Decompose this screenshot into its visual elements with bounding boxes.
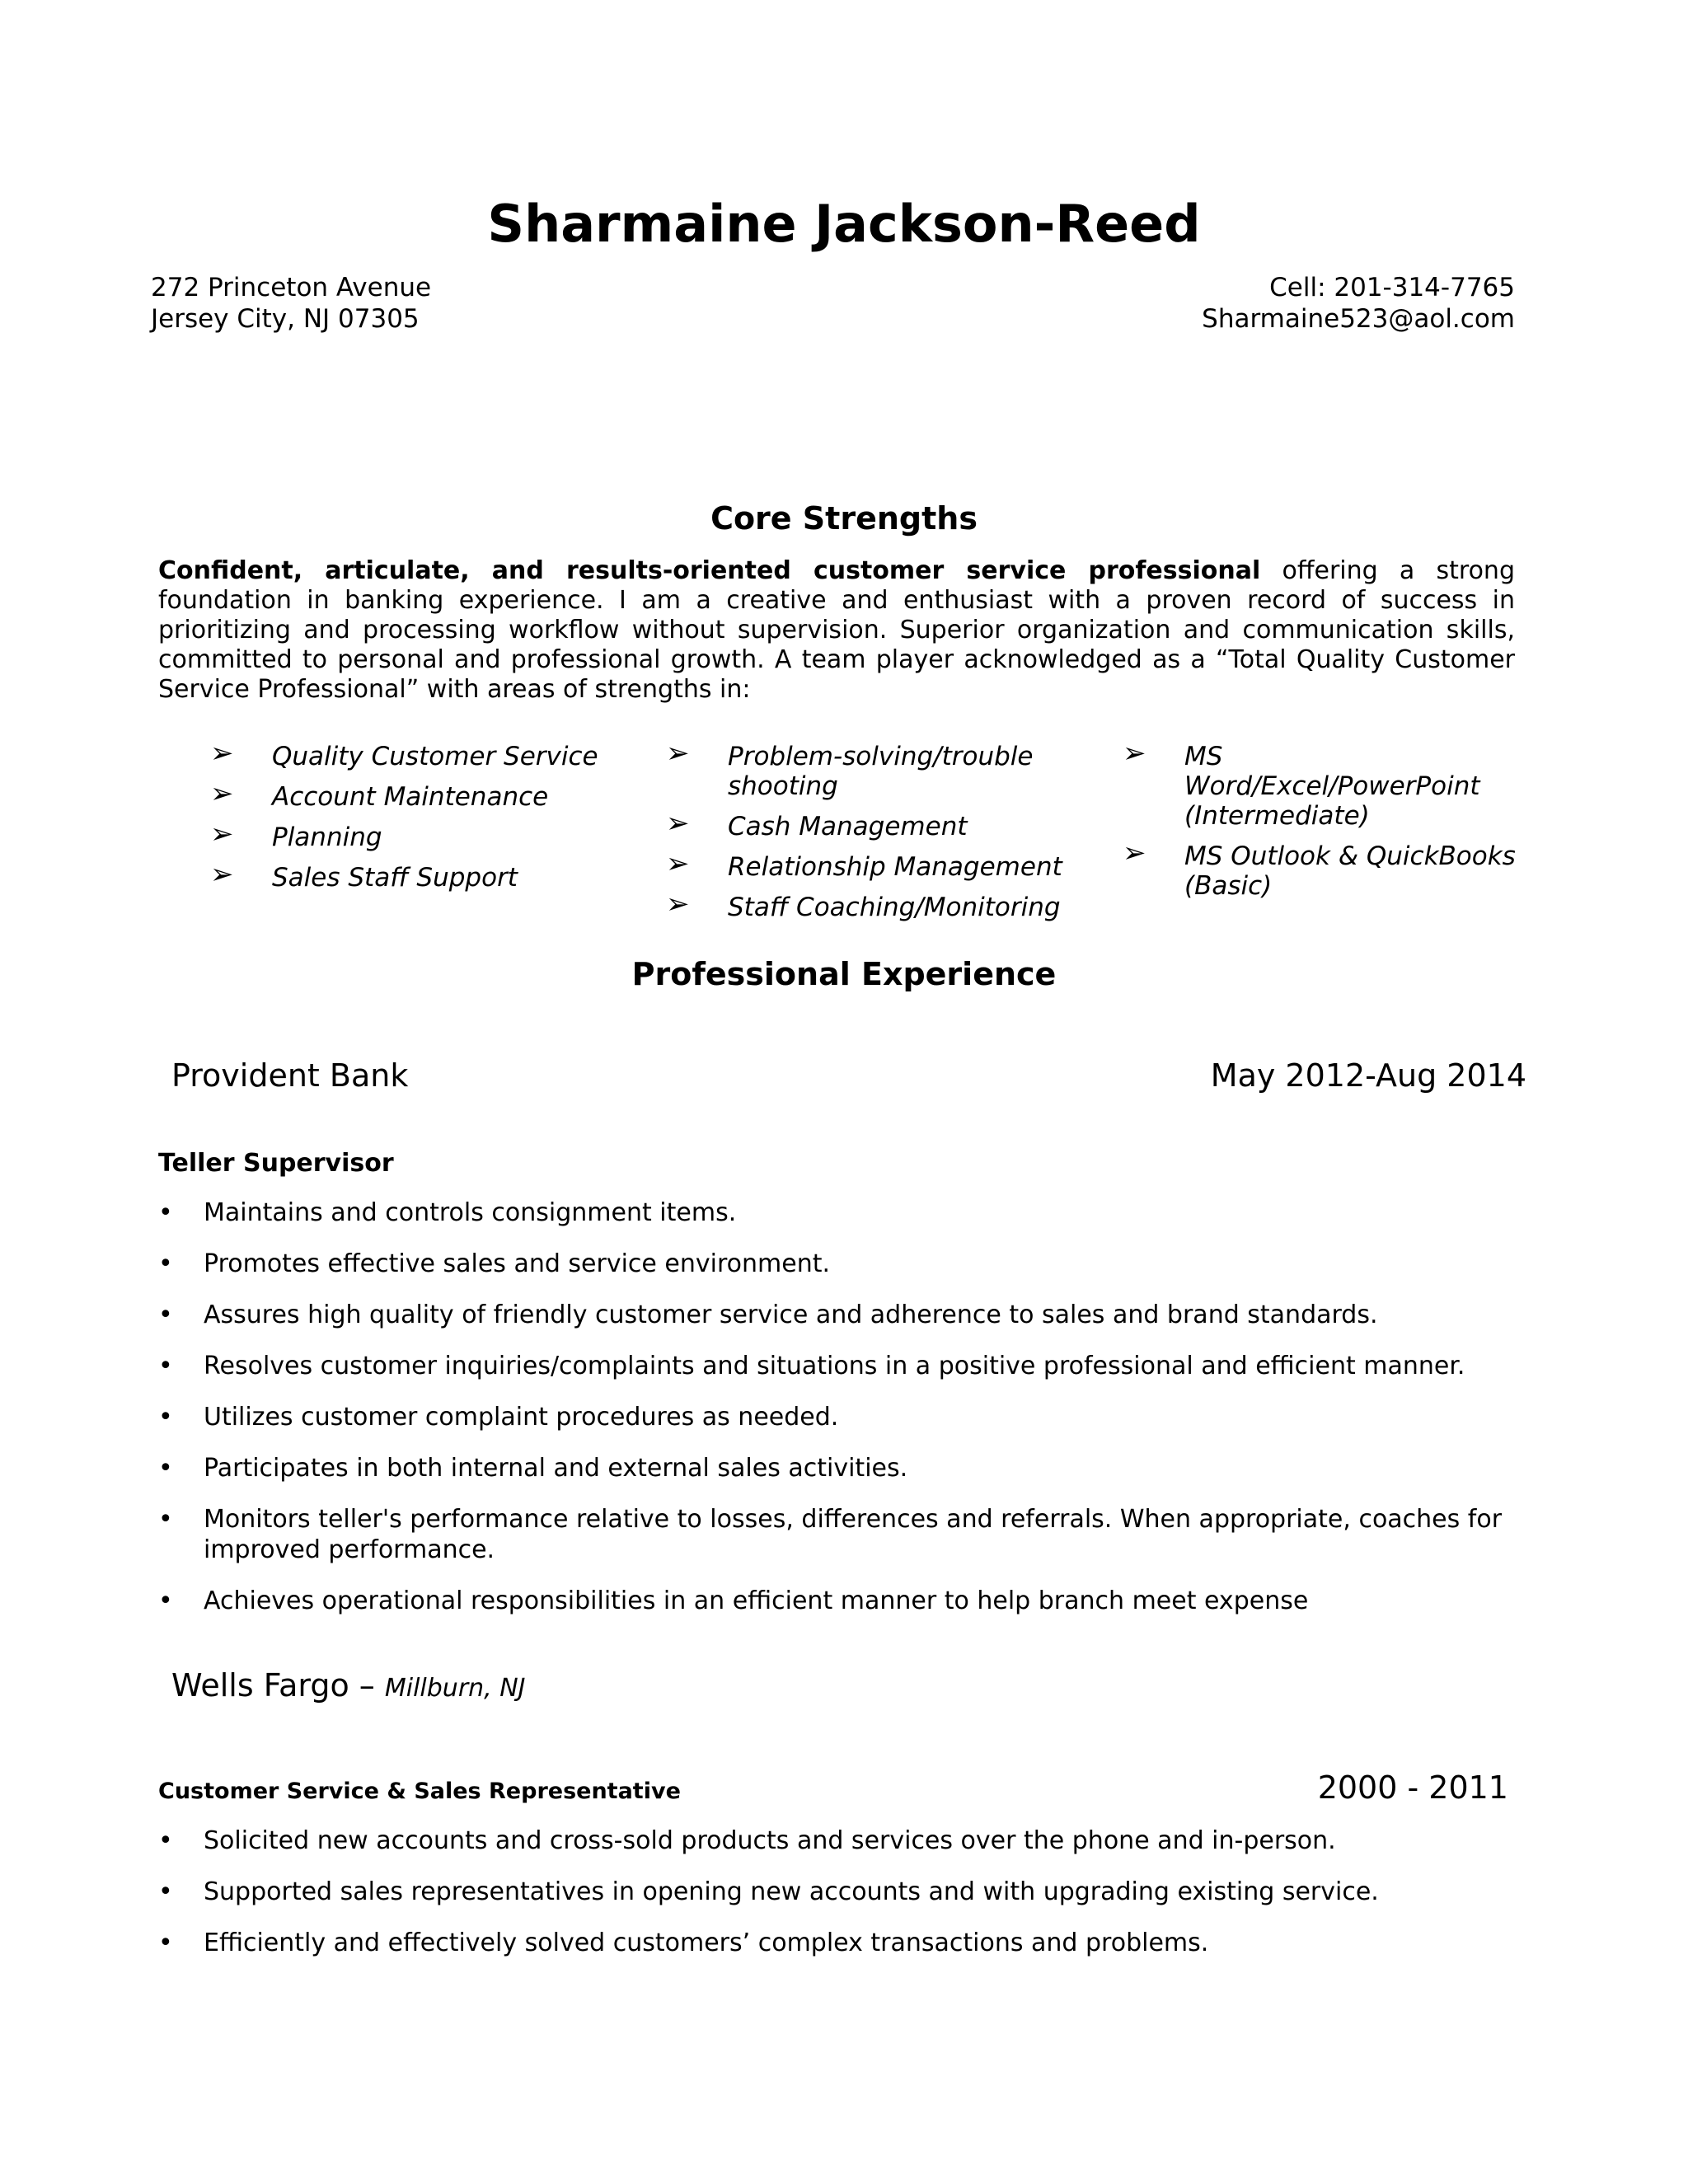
summary-bold: Confident, articulate, and results-oriented customer service professional: [158, 556, 1261, 585]
strength-item: ➢ Relationship Management: [666, 847, 1062, 882]
job-title: Teller Supervisor: [158, 1149, 394, 1178]
arrow-bullet-icon: ➢: [1123, 737, 1146, 770]
company-name: Provident Bank: [171, 1057, 409, 1094]
arrow-bullet-icon: ➢: [666, 888, 690, 921]
job-duties-list: [158, 1825, 1515, 1979]
arrow-bullet-icon: ➢: [210, 777, 234, 810]
duty-item: • Monitors teller's performance relative to losses, differences and referrals. When appropriate, coaches for improved performance.: [158, 1505, 1503, 1564]
strength-item: ➢ Cash Management: [666, 807, 968, 841]
bullet-icon: •: [158, 1352, 173, 1380]
employment-dates: May 2012-Aug 2014: [1210, 1057, 1526, 1094]
strength-item: ➢ Account Maintenance: [210, 777, 549, 812]
bullet-icon: •: [158, 1454, 173, 1483]
cell-phone: Cell: 201-314-7765: [1269, 273, 1515, 302]
arrow-bullet-icon: ➢: [210, 858, 234, 891]
address-line-2: Jersey City, NJ 07305: [151, 304, 420, 334]
bullet-icon: •: [158, 1301, 173, 1329]
bullet-icon: •: [158, 1929, 173, 1957]
email-address: Sharmaine523@aol.com: [1202, 304, 1515, 334]
strengths-column-3: [1123, 737, 1535, 912]
address-line-1: 272 Princeton Avenue: [151, 273, 432, 302]
job-duties-list: [158, 1197, 1515, 1637]
duty-item: • Promotes effective sales and service environment.: [158, 1249, 831, 1278]
strengths-column-2: [666, 737, 1095, 933]
bullet-icon: •: [158, 1249, 173, 1278]
duty-item: • Utilizes customer complaint procedures as needed.: [158, 1403, 839, 1432]
company-name: Wells Fargo – Millburn, NJ: [171, 1667, 526, 1704]
strength-item: ➢ Problem-solving/troubleshooting: [666, 737, 1034, 801]
duty-item: • Solicited new accounts and cross-sold products and services over the phone and in-person.: [158, 1826, 1336, 1855]
duty-item: • Participates in both internal and external sales activities.: [158, 1454, 908, 1483]
bullet-icon: •: [158, 1198, 173, 1227]
core-strengths-heading: Core Strengths: [710, 500, 978, 537]
duty-item: • Supported sales representatives in opening new accounts and with upgrading existing service.: [158, 1877, 1379, 1906]
strength-item: ➢ Planning: [210, 818, 382, 852]
strengths-column-1: [210, 737, 639, 903]
arrow-bullet-icon: ➢: [666, 737, 690, 770]
contact-block: [1202, 272, 1515, 335]
duty-item: • Assures high quality of friendly customer service and adherence to sales and brand standards.: [158, 1301, 1378, 1329]
bullet-icon: •: [158, 1826, 173, 1855]
company-location: Millburn, NJ: [384, 1674, 526, 1703]
arrow-bullet-icon: ➢: [1123, 837, 1146, 869]
summary-text: offering a strong foundation in banking experience. I am a creative and enthusiast with a proven record of success in prioritizing and processing workflow without supervision. Superior organization and communication skills, committed to personal and professional growth. A team player acknowledged as a “Total Quality Customer Service Professional” with areas of strengths in:: [158, 556, 1515, 704]
arrow-bullet-icon: ➢: [210, 737, 234, 770]
bullet-icon: •: [158, 1877, 173, 1906]
duty-item: • Efficiently and effectively solved customers’ complex transactions and problems.: [158, 1929, 1209, 1957]
strength-item: ➢ Staff Coaching/Monitoring: [666, 888, 1061, 922]
bullet-icon: •: [158, 1403, 173, 1432]
arrow-bullet-icon: ➢: [210, 818, 234, 851]
duty-item: • Achieves operational responsibilities in an efficient manner to help branch meet expense: [158, 1586, 1309, 1615]
strength-item: ➢ MS Word/Excel/PowerPoint (Intermediate): [1123, 737, 1480, 831]
duty-item: • Resolves customer inquiries/complaints and situations in a positive professional and efficient manner.: [158, 1352, 1465, 1380]
duty-item: • Maintains and controls consignment items.: [158, 1198, 737, 1227]
bullet-icon: •: [158, 1505, 173, 1534]
employment-dates: 2000 - 2011: [1317, 1769, 1508, 1806]
address-block: [151, 272, 431, 335]
job-title: Customer Service & Sales Representative: [158, 1779, 681, 1804]
summary-paragraph: [158, 556, 1515, 705]
arrow-bullet-icon: ➢: [666, 847, 690, 880]
strength-item: ➢ Quality Customer Service: [210, 737, 598, 771]
arrow-bullet-icon: ➢: [666, 807, 690, 840]
candidate-name: Sharmaine Jackson-Reed: [487, 194, 1201, 254]
strength-item: ➢ Sales Staff Support: [210, 858, 518, 893]
bullet-icon: •: [158, 1586, 173, 1615]
professional-experience-heading: Professional Experience: [631, 956, 1057, 992]
strength-item: ➢ MS Outlook & QuickBooks (Basic): [1123, 837, 1516, 901]
